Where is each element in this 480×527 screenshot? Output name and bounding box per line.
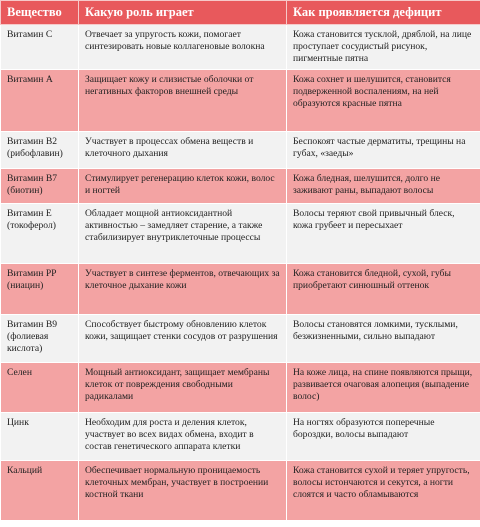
cell-role: Защищает кожу и слизистые оболочки от негативных факторов внешней среды xyxy=(79,70,287,132)
cell-deficit: Волосы теряют свой привычный блеск, кожа грубеет и пересыхает xyxy=(287,204,480,264)
cell-substance: Витамин С xyxy=(1,25,79,70)
cell-substance: Витамин В9 (фолиевая кислота) xyxy=(1,315,79,363)
cell-role: Способствует быстрому обновлению клеток кожи, защищает стенки сосудов от разрушения xyxy=(79,315,287,363)
table-row xyxy=(1,25,480,70)
cell-deficit: На коже лица, на спине появляются прыщи, развивается очаговая алопеция (выпадение волос) xyxy=(287,363,480,413)
header-substance: Вещество xyxy=(1,1,79,25)
cell-role: Необходим для роста и деления клеток, участвует во всех видах обмена, входит в состав генетического аппарата клетки xyxy=(79,413,287,461)
cell-role: Обеспечивает нормальную проницаемость клеточных мембран, участвует в построении костной ткани xyxy=(79,461,287,521)
cell-substance: Кальций xyxy=(1,461,79,521)
cell-role: Участвует в процессах обмена веществ и клеточного дыхания xyxy=(79,132,287,169)
cell-substance: Селен xyxy=(1,363,79,413)
cell-substance: Витамин А xyxy=(1,70,79,132)
header-role: Какую роль играет xyxy=(79,1,287,25)
table-header-row xyxy=(1,1,480,25)
table-row xyxy=(1,132,480,169)
table-row xyxy=(1,363,480,413)
header-deficit: Как проявляется дефицит xyxy=(287,1,480,25)
cell-role: Мощный антиоксидант, защищает мембраны клеток от повреждения свободными радикалами xyxy=(79,363,287,413)
cell-deficit: Кожа сохнет и шелушится, становится подверженной воспалениям, на ней образуются красные пятна xyxy=(287,70,480,132)
cell-role: Участвует в синтезе ферментов, отвечающих за клеточное дыхание кожи xyxy=(79,264,287,315)
cell-substance: Витамин РР (ниацин) xyxy=(1,264,79,315)
cell-substance: Витамин В2 (рибофлавин) xyxy=(1,132,79,169)
cell-deficit: На ногтях образуются поперечные бороздки, волосы выпадают xyxy=(287,413,480,461)
table-row xyxy=(1,169,480,204)
cell-deficit: Беспокоят частые дерматиты, трещины на губах, «заеды» xyxy=(287,132,480,169)
cell-substance: Витамин В7 (биотин) xyxy=(1,169,79,204)
cell-deficit: Кожа становится бледной, сухой, губы приобретают синюшный оттенок xyxy=(287,264,480,315)
table-row xyxy=(1,204,480,264)
table-row xyxy=(1,264,480,315)
cell-role: Обладает мощной антиоксидантной активностью – замедляет старение, а также стабилизирует внутриклеточные процессы xyxy=(79,204,287,264)
cell-deficit: Кожа становится тусклой, дряблой, на лице проступает сосудистый рисунок, пигментные пятна xyxy=(287,25,480,70)
cell-deficit: Кожа бледная, шелушится, долго не заживают раны, выпадают волосы xyxy=(287,169,480,204)
table-row xyxy=(1,413,480,461)
cell-deficit: Кожа становится сухой и теряет упругость, волосы истончаются и секутся, а ногти слоятся и часто обламываются xyxy=(287,461,480,521)
table-row xyxy=(1,315,480,363)
table-row xyxy=(1,461,480,521)
cell-substance: Витамин Е (токоферол) xyxy=(1,204,79,264)
cell-deficit: Волосы становятся ломкими, тусклыми, безжизненными, сильно выпадают xyxy=(287,315,480,363)
table-row xyxy=(1,70,480,132)
cell-role: Отвечает за упругость кожи, помогает синтезировать новые коллагеновые волокна xyxy=(79,25,287,70)
cell-substance: Цинк xyxy=(1,413,79,461)
cell-role: Стимулирует регенерацию клеток кожи, волос и ногтей xyxy=(79,169,287,204)
